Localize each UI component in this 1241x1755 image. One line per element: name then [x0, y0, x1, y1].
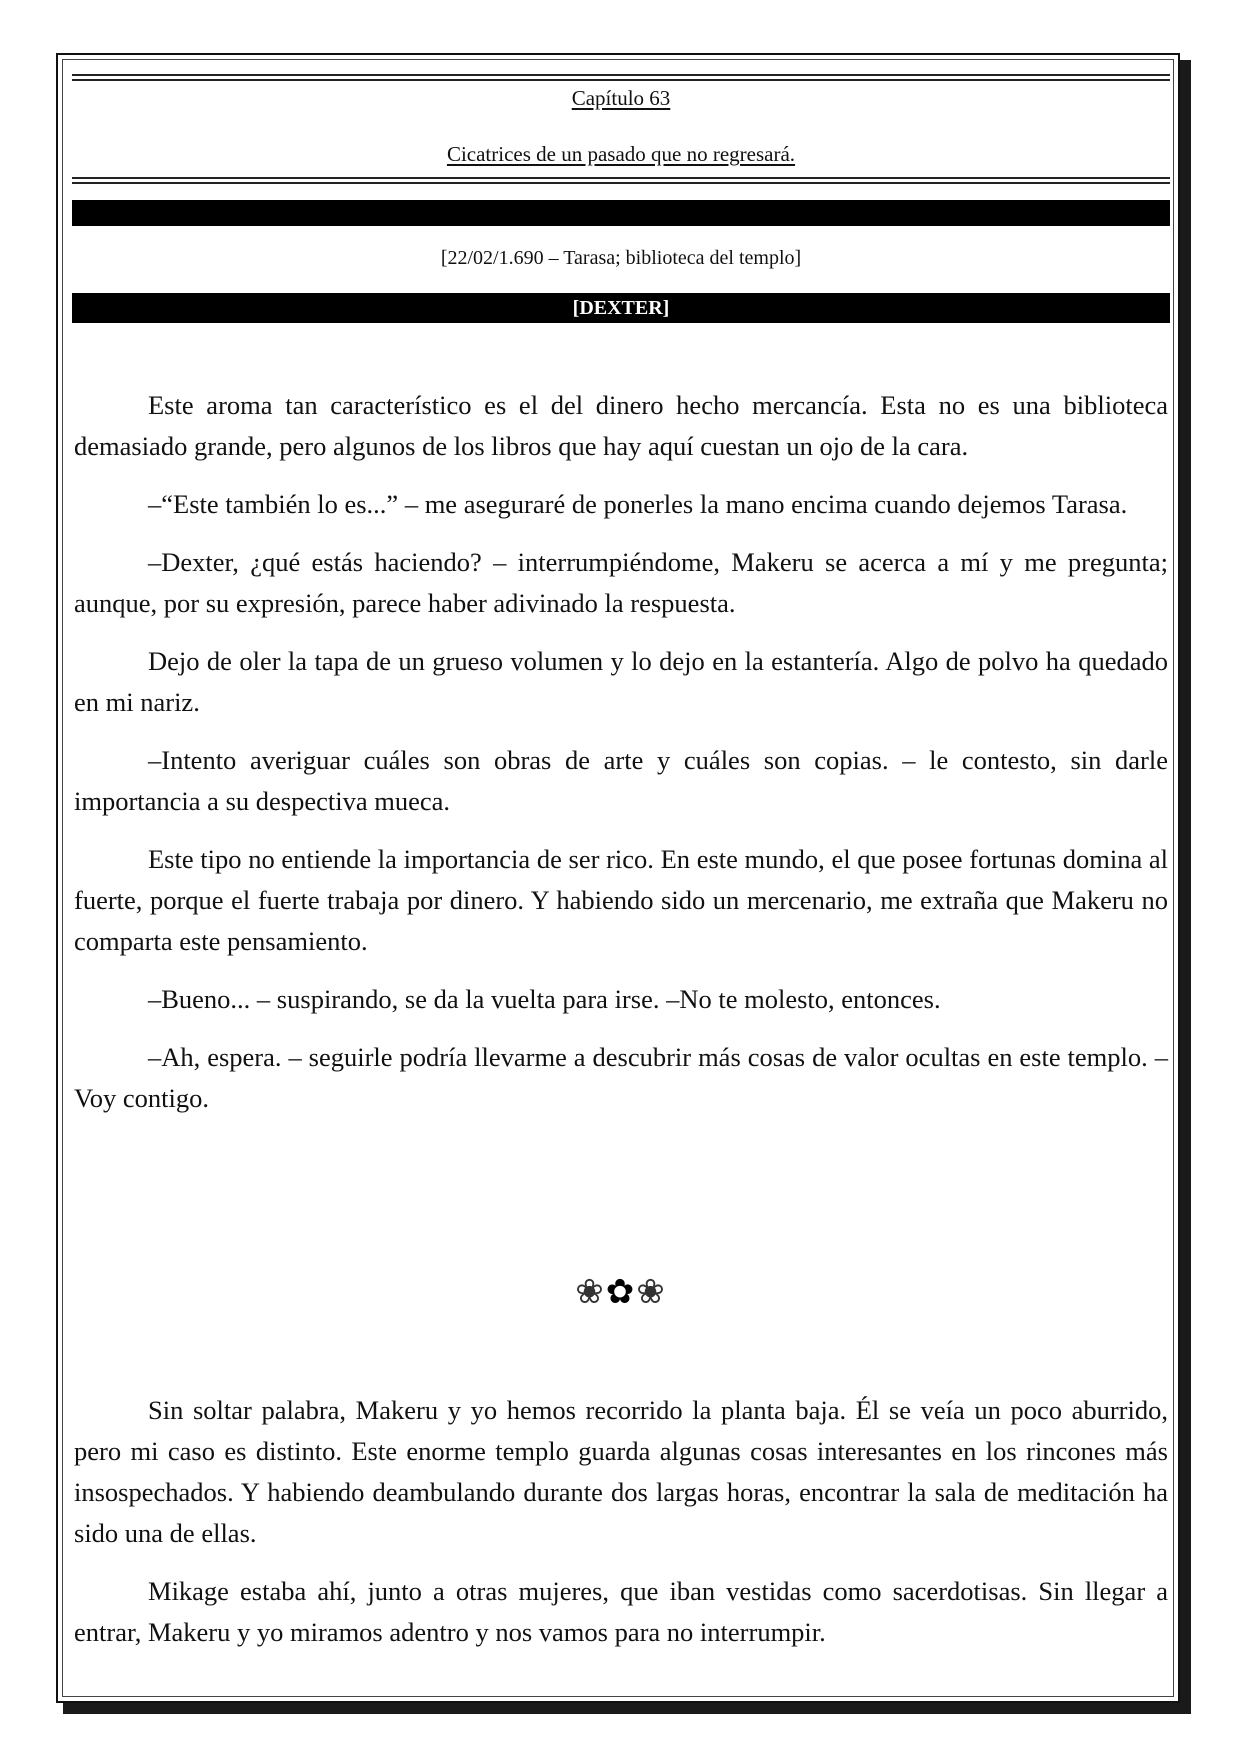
paragraph: –“Este también lo es...” – me aseguraré de ponerles la mano encima cuando dejemos Tarasa.	[148, 489, 1128, 519]
body-section-2	[74, 1390, 1168, 1670]
flower-outline-icon: ❀	[636, 1272, 667, 1312]
flower-solid-icon: ✿	[605, 1272, 637, 1312]
flower-outline-icon: ❀	[575, 1272, 606, 1312]
paragraph: –Ah, espera. – seguirle podría llevarme a descubrir más cosas de valor ocultas en este templo. –Voy contigo.	[74, 1042, 1168, 1113]
header-bottom-rule	[72, 177, 1170, 184]
header-top-rule	[72, 74, 1170, 81]
paragraph: –Bueno... – suspirando, se da la vuelta para irse. –No te molesto, entonces.	[148, 984, 941, 1014]
speaker-banner: [DEXTER]	[72, 293, 1170, 323]
paragraph: Este tipo no entiende la importancia de ser rico. En este mundo, el que posee fortunas domina al fuerte, porque el fuerte trabaja por dinero. Y habiendo sido un mercenario, me extraña que Makeru no comparta este pensamiento.	[74, 844, 1168, 956]
paragraph: Este aroma tan característico es el del dinero hecho mercancía. Esta no es una biblioteca demasiado grande, pero algunos de los libros que hay aquí cuestan un ojo de la cara.	[74, 390, 1168, 461]
scene-date-location: [22/02/1.690 – Tarasa; biblioteca del templo]	[440, 247, 802, 269]
chapter-number: Capítulo 63	[571, 86, 671, 110]
paragraph: –Dexter, ¿qué estás haciendo? – interrumpiéndome, Makeru se acerca a mí y me pregunta; aunque, por su expresión, parece haber adivinado la respuesta.	[74, 547, 1168, 618]
body-section-1	[74, 385, 1168, 1136]
scene-separator	[72, 1272, 1170, 1312]
paragraph: Dejo de oler la tapa de un grueso volumen y lo dejo en la estantería. Algo de polvo ha quedado en mi nariz.	[74, 646, 1168, 717]
paragraph: –Intento averiguar cuáles son obras de arte y cuáles son copias. – le contesto, sin darle importancia a su despectiva mueca.	[74, 745, 1168, 816]
chapter-title: Cicatrices de un pasado que no regresará.	[446, 142, 796, 166]
black-divider-bar	[72, 200, 1170, 226]
paragraph: Mikage estaba ahí, junto a otras mujeres, que iban vestidas como sacerdotisas. Sin llegar a entrar, Makeru y yo miramos adentro y nos vamos para no interrumpir.	[74, 1576, 1168, 1647]
paragraph: Sin soltar palabra, Makeru y yo hemos recorrido la planta baja. Él se veía un poco aburrido, pero mi caso es distinto. Este enorme templo guarda algunas cosas interesantes en los rincones más insospechados. Y habiendo deambulando durante dos largas horas, encontrar la sala de meditación ha sido una de ellas.	[74, 1395, 1168, 1548]
